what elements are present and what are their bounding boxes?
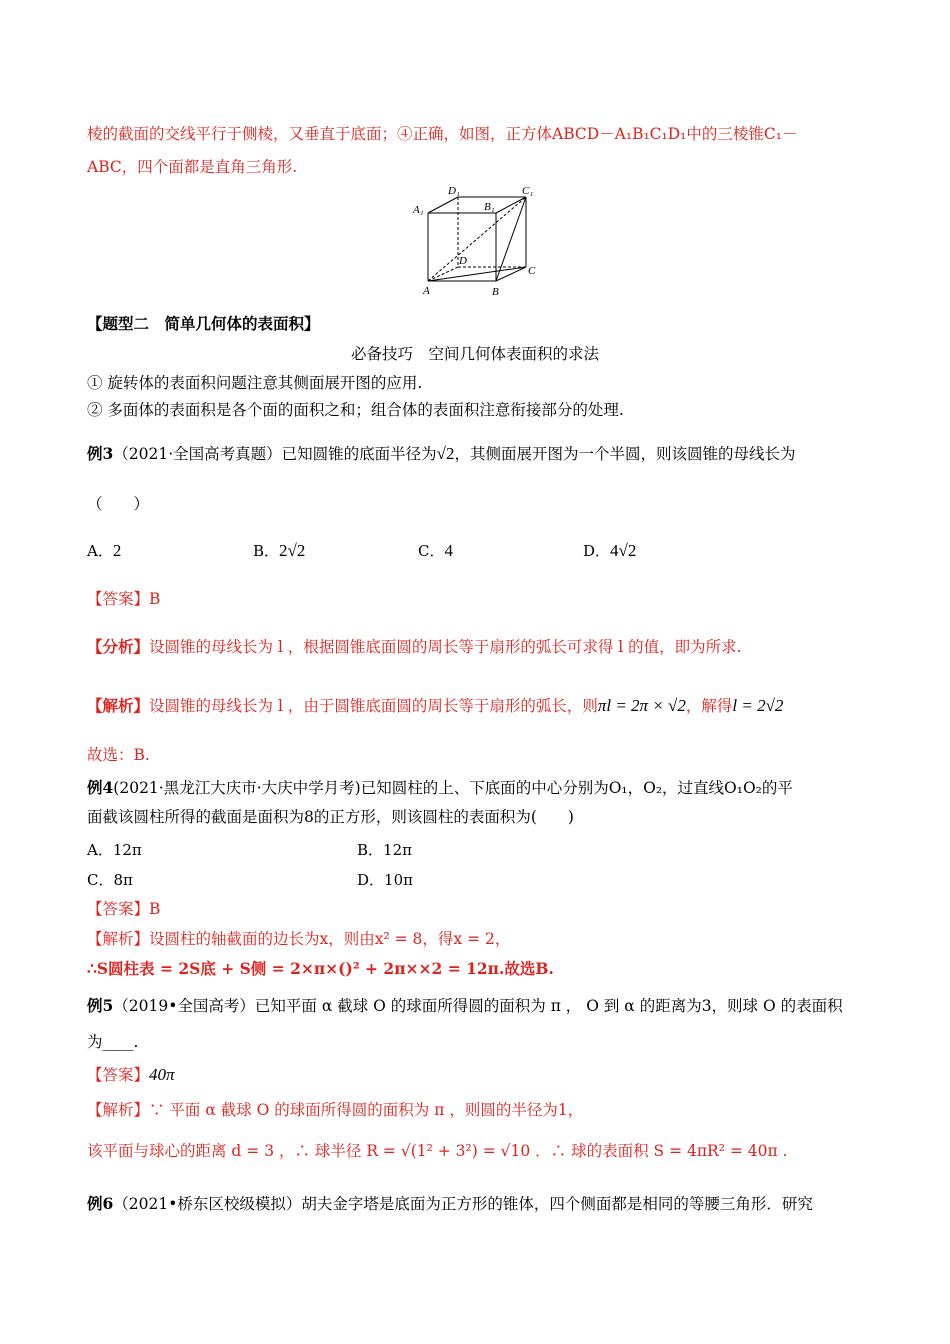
skill-2: ② 多面体的表面积是各个面的面积之和；组合体的表面积注意衔接部分的处理. [87, 401, 624, 419]
label-a1: A₁ [413, 204, 424, 216]
ex3-option-c: C．4 [418, 541, 453, 560]
ex3-option-d: D．4√2 [583, 541, 637, 560]
ex5-line2: 为____. [87, 1033, 139, 1051]
ex4-option-a: A．12π [87, 841, 142, 859]
ex3-label: 例3 [87, 444, 114, 463]
ex4-solution-1: 【解析】设圆柱的轴截面的边长为x，则由x² = 8，得x = 2， [87, 930, 511, 948]
ex3-stem: 例3（2021·全国高考真题）已知圆锥的底面半径为√2，其侧面展开图为一个半圆，则该圆锥的母线长为 [87, 444, 796, 463]
label-d1: D₁ [448, 185, 460, 197]
ex3-option-b: B．2√2 [253, 541, 306, 560]
skill-title: 必备技巧 空间几何体表面积的求法 [350, 345, 599, 363]
ex5-line1: 例5（2019•全国高考）已知平面 α 截球 O 的球面所得圆的面积为 π ， O 到 α 的距离为3，则球 O 的表面积 [87, 996, 843, 1015]
label-c1: C₁ [522, 185, 534, 197]
ex6-line1: 例6（2021•桥东区校级模拟）胡夫金字塔是底面为正方形的锥体，四个侧面都是相同的等腰三角形．研究 [87, 1194, 813, 1213]
ex4-option-c: C．8π [87, 871, 133, 889]
ex3-option-a: A．2 [87, 541, 122, 560]
ex4-solution-2: ∴S圆柱表 = 2S底 + S侧 = 2×π×()² + 2π××2 = 12π.故选B. [87, 959, 554, 978]
ex4-line2: 面截该圆柱所得的截面是面积为8的正方形，则该圆柱的表面积为( ) [87, 808, 574, 826]
ex4-option-b: B．12π [357, 841, 412, 859]
ex3-analysis: 【分析】设圆锥的母线长为 l ，根据圆锥底面圆的周长等于扇形的弧长可求得 l 的值，即为所求. [87, 637, 742, 656]
label-d: D [459, 255, 467, 267]
ex5-answer: 【答案】40π [87, 1065, 175, 1084]
ex3-paren: （ ） [87, 495, 150, 513]
cube-figure [410, 183, 550, 303]
ex5-solution-1: 【解析】∵ 平面 α 截球 O 的球面所得圆的面积为 π ，则圆的半径为1， [87, 1101, 584, 1119]
label-c: C [528, 265, 536, 277]
ex3-solution: 【解析】设圆锥的母线长为 l ，由于圆锥底面圆的周长等于扇形的弧长，则πl = 2π × √2，解得l = 2√2 [87, 696, 784, 715]
ex3-answer: 【答案】B [87, 590, 161, 608]
label-a: A [423, 285, 430, 297]
label-b: B [492, 286, 499, 298]
top-text-line1: 棱的截面的交线平行于侧棱，又垂直于底面；④正确，如图，正方体ABCD－A₁B₁C₁D₁中的三棱锥C₁－ [87, 125, 798, 143]
section-title: 【题型二 简单几何体的表面积】 [87, 314, 320, 333]
ex5-solution-2: 该平面与球心的距离 d = 3 ，∴ 球半径 R = √(1² + 3²) = √10 ．∴ 球的表面积 S = 4πR² = 40π . [87, 1142, 788, 1160]
ex3-conclusion: 故选：B. [87, 746, 150, 764]
ex4-answer: 【答案】B [87, 900, 161, 918]
label-b1: B₁ [484, 201, 495, 213]
top-text-line2: ABC，四个面都是直角三角形. [87, 158, 298, 176]
ex4-option-d: D．10π [357, 871, 413, 889]
ex4-line1: 例4(2021·黑龙江大庆市·大庆中学月考)已知圆柱的上、下底面的中心分别为O₁，O₂，过直线O₁O₂的平 [87, 778, 793, 797]
skill-1: ① 旋转体的表面积问题注意其侧面展开图的应用. [87, 374, 423, 392]
ex3-radius: √2 [436, 444, 455, 463]
